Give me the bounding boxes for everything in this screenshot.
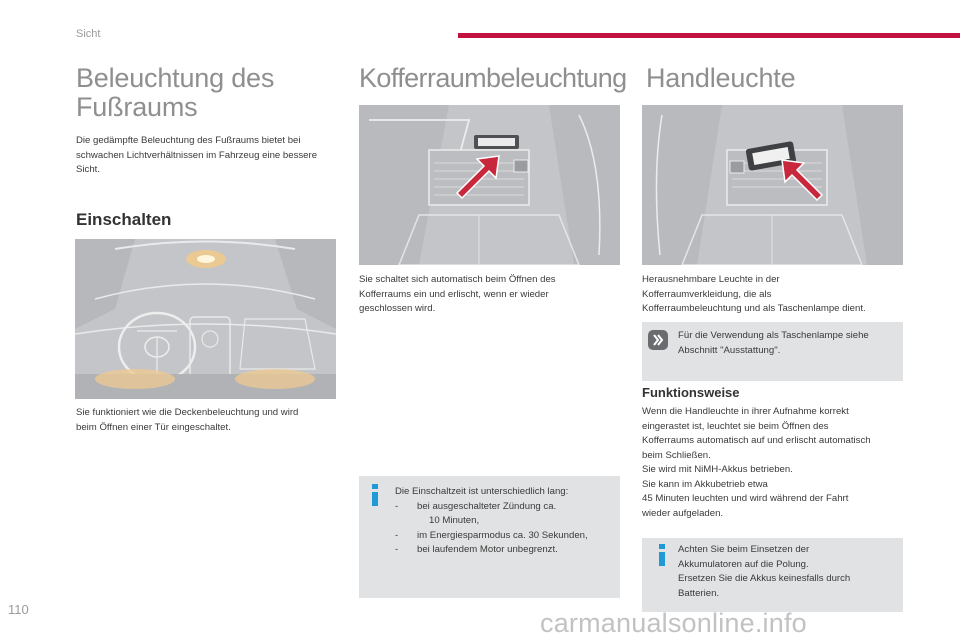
list-item: - bei ausgeschalteter Zündung ca. 10 Minuten, xyxy=(395,500,615,529)
info-icon xyxy=(369,484,381,506)
flashlight-note-text: Für die Verwendung als Taschenlampe siehe Abschnitt "Ausstattung". xyxy=(678,330,869,356)
hand-lamp-title: Handleuchte xyxy=(646,63,796,93)
hand-lamp-text: Herausnehmbare Leuchte in der Kofferraumverkleidung, die als Kofferraumbeleuchtung und als Taschenlampe dient. xyxy=(642,274,866,314)
watermark: carmanualsonline.info xyxy=(540,608,807,638)
page-number: 110 xyxy=(8,602,29,617)
flashlight-note-box xyxy=(642,322,903,381)
operation-heading: Funktionsweise xyxy=(642,385,740,400)
info-icon xyxy=(656,544,668,566)
dashboard-illustration xyxy=(75,239,336,399)
title-line-2: Fußraums xyxy=(76,92,198,122)
footwell-lighting-title xyxy=(76,64,274,122)
list-item: - im Energiesparmodus ca. 30 Sekunden, xyxy=(395,529,615,544)
boot-lamp-illustration xyxy=(359,105,620,265)
footwell-intro: Die gedämpfte Beleuchtung des Fußraums bietet bei schwachen Lichtverhältnissen im Fahrzeug eine bessere Sicht. xyxy=(76,135,318,175)
title-line-1: Beleuchtung des xyxy=(76,63,275,93)
timing-info-intro: Die Einschaltzeit ist unterschiedlich lang: xyxy=(395,486,569,497)
list-item: - bei laufendem Motor unbegrenzt. xyxy=(395,543,615,558)
footwell-caption: Sie funktioniert wie die Deckenbeleuchtung und wird beim Öffnen einer Tür eingeschaltet. xyxy=(76,407,299,433)
header-accent-bar xyxy=(458,33,960,38)
battery-info-box xyxy=(642,538,903,612)
timing-info-list xyxy=(395,500,615,558)
battery-info-text: Achten Sie beim Einsetzen der Akkumulatoren auf die Polung. Ersetzen Sie die Akkus keinesfalls durch Batterien. xyxy=(678,544,851,599)
boot-lighting-title: Kofferraumbeleuchtung xyxy=(359,63,627,93)
section-label: Sicht xyxy=(76,28,101,40)
timing-info-box xyxy=(359,476,620,598)
boot-lighting-text: Sie schaltet sich automatisch beim Öffnen des Kofferraums ein und erlischt, wenn er wieder geschlossen wird. xyxy=(359,274,556,314)
operation-text: Wenn die Handleuchte in ihrer Aufnahme korrekt eingerastet ist, leuchtet sie beim Öffnen des Kofferraums automatisch auf und erlischt automatisch beim Schließen. Sie wird mit NiMH-Akkus betrieben. Sie kann im Akkubetrieb etwa 45 Minuten leuchten und wird während der Fahrt wieder aufgeladen. xyxy=(642,406,871,519)
switch-on-heading: Einschalten xyxy=(76,210,172,229)
forward-arrow-icon xyxy=(648,330,668,350)
hand-lamp-illustration xyxy=(642,105,903,265)
